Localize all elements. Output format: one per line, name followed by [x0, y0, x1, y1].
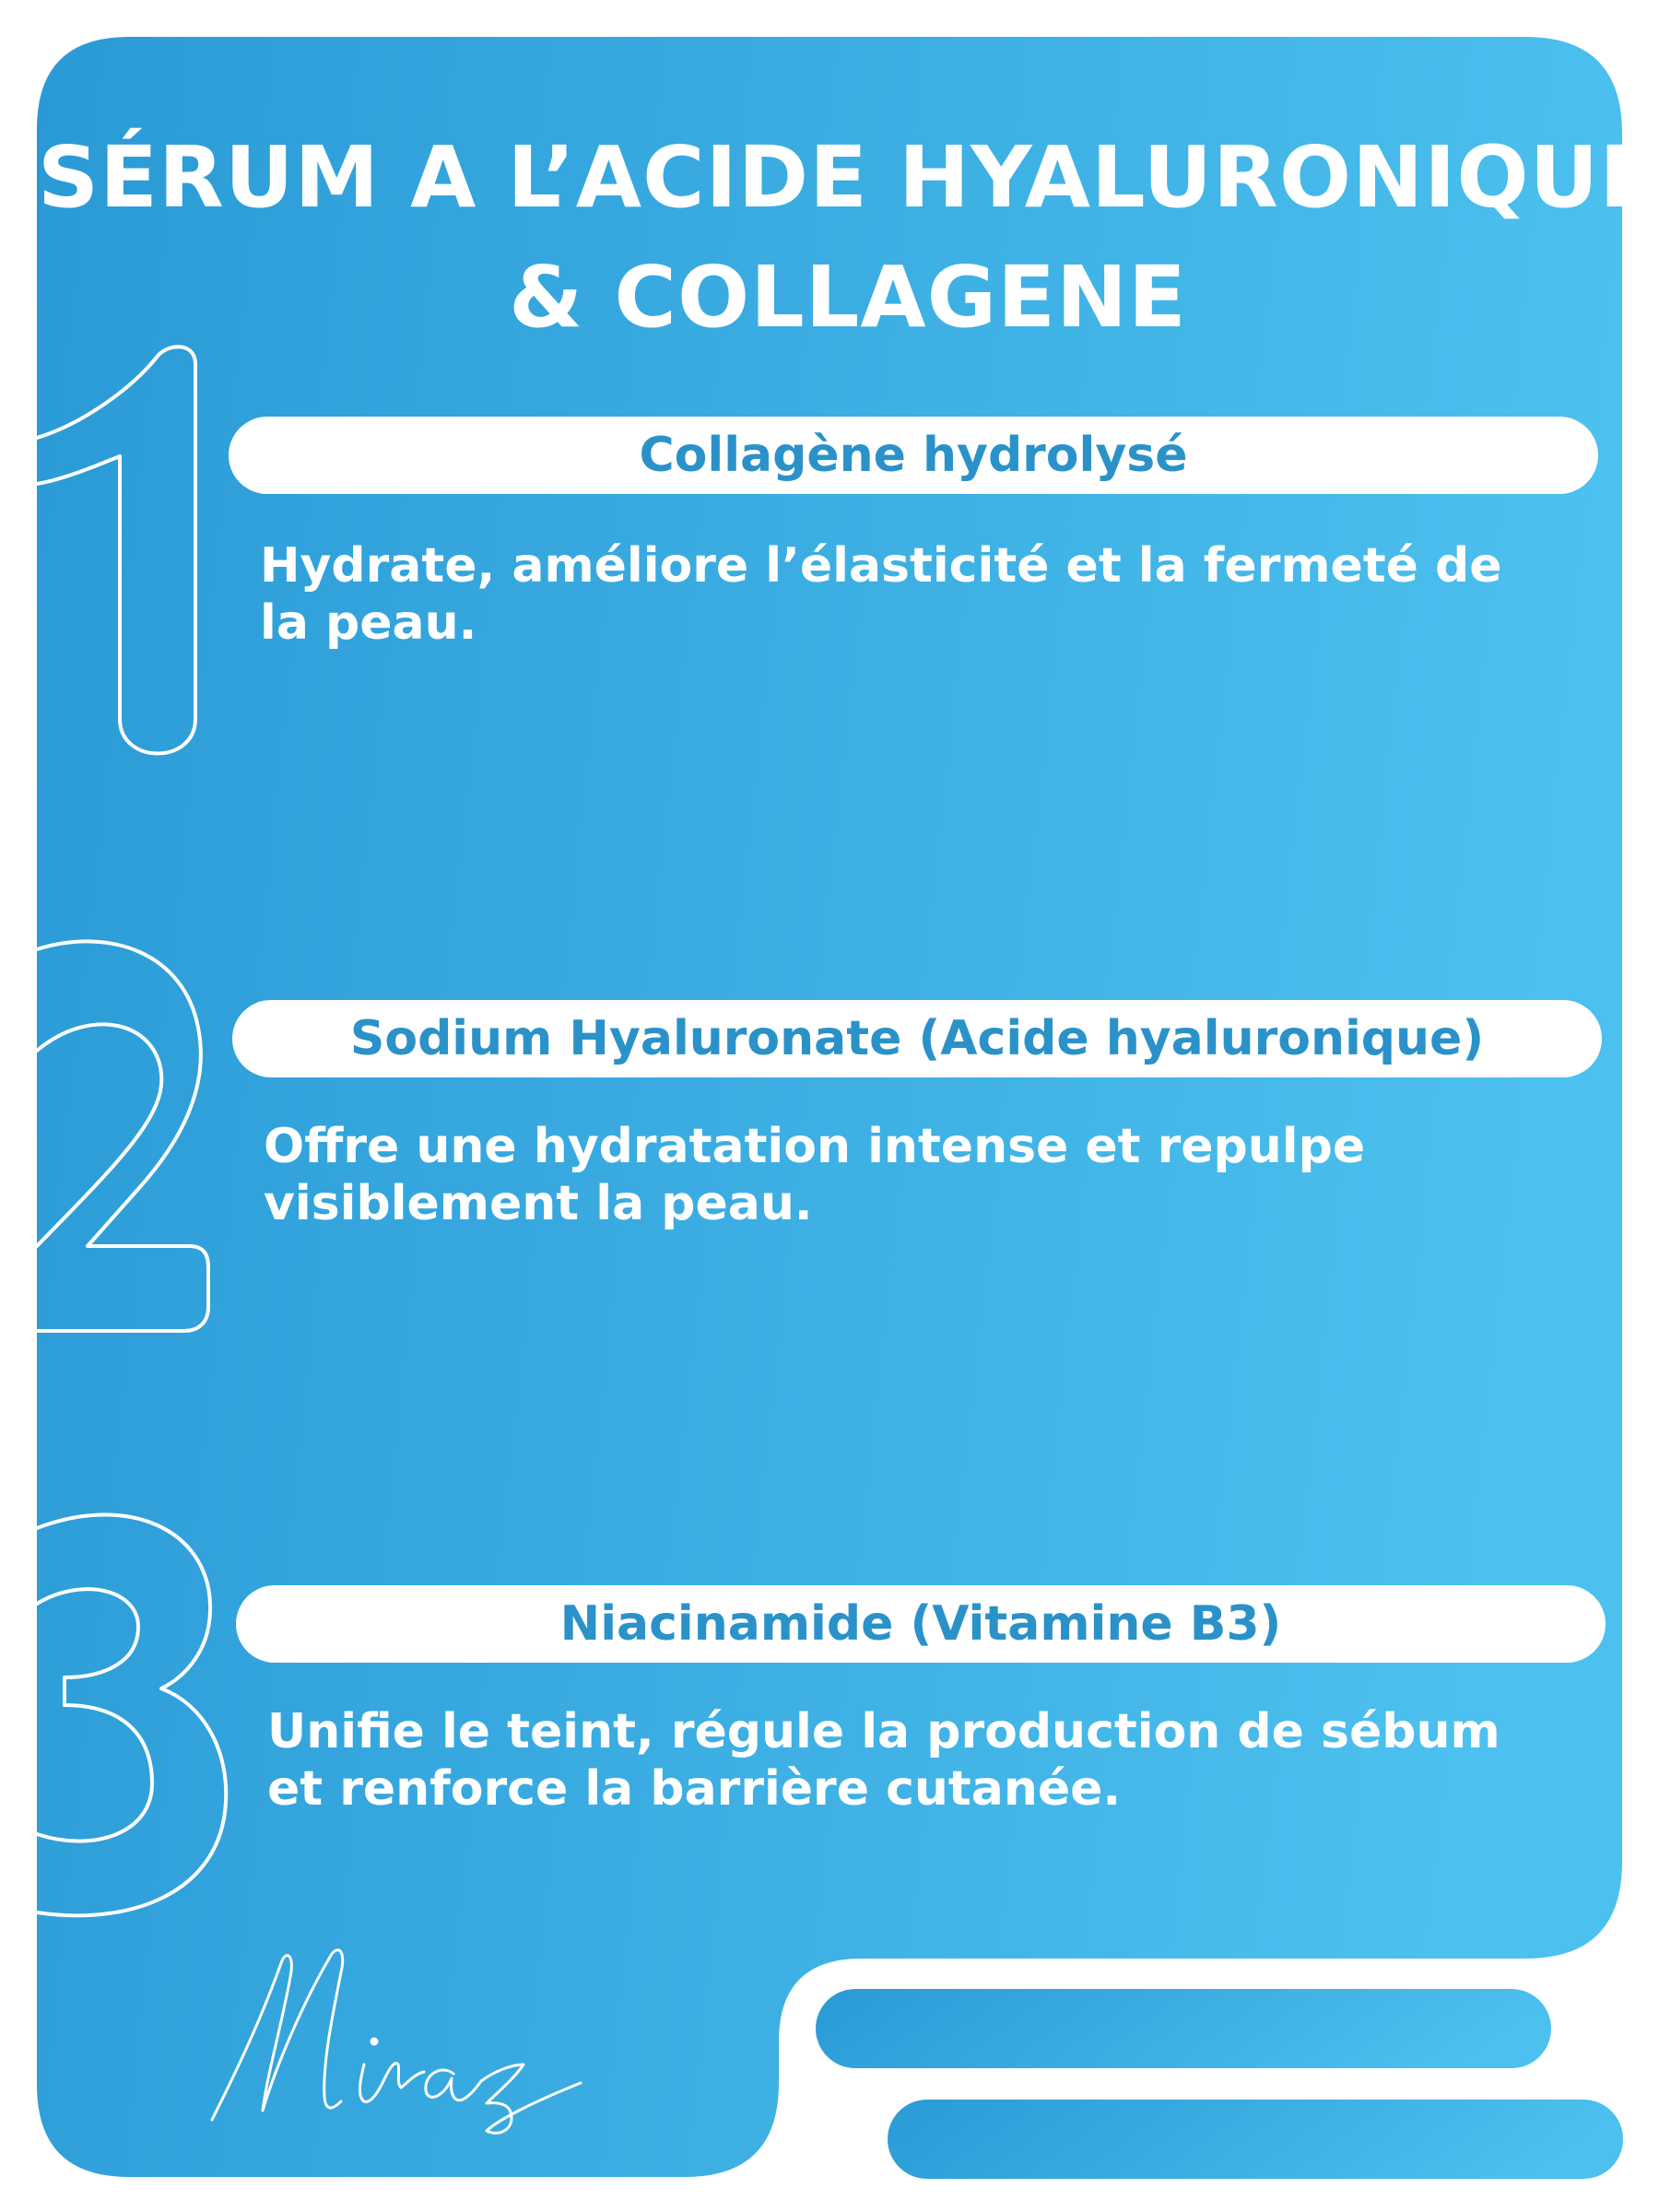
- ingredient-heading-2-text: Sodium Hyaluronate (Acide hyaluronique): [349, 1011, 1485, 1066]
- title-line-2: & COLLAGENE: [509, 248, 1187, 347]
- ingredient-desc-3-line-2: et renforce la barrière cutanée.: [267, 1761, 1122, 1817]
- ingredient-heading-1: [229, 417, 1598, 494]
- page-title: [37, 118, 1659, 358]
- ingredient-heading-3-text: Niacinamide (Vitamine B3): [559, 1596, 1282, 1652]
- ingredient-desc-2: [264, 1118, 1609, 1232]
- ingredient-desc-1-line-2: la peau.: [260, 595, 477, 651]
- ingredient-desc-2-line-1: Offre une hydratation intense et repulpe: [264, 1119, 1366, 1174]
- card-shape: [37, 37, 1622, 2177]
- ingredient-desc-1-line-1: Hydrate, améliore l’élasticité et la fermeté de: [260, 538, 1502, 594]
- ingredient-heading-3: [236, 1585, 1606, 1663]
- title-line-1: SÉRUM A L’ACIDE HYALURONIQUE: [37, 128, 1659, 227]
- ingredient-desc-3: [267, 1703, 1613, 1818]
- ingredient-desc-2-line-2: visiblement la peau.: [264, 1176, 813, 1231]
- ingredient-desc-1: [260, 537, 1606, 652]
- decor-bar-2: [888, 2100, 1623, 2179]
- ingredient-heading-1-text: Collagène hydrolysé: [639, 428, 1188, 483]
- ingredient-heading-2: [232, 1000, 1602, 1077]
- brand-signature-logo: [194, 1926, 627, 2138]
- ingredient-desc-3-line-1: Unifie le teint, régule la production de sébum: [267, 1704, 1500, 1759]
- decor-bar-1: [816, 1989, 1551, 2068]
